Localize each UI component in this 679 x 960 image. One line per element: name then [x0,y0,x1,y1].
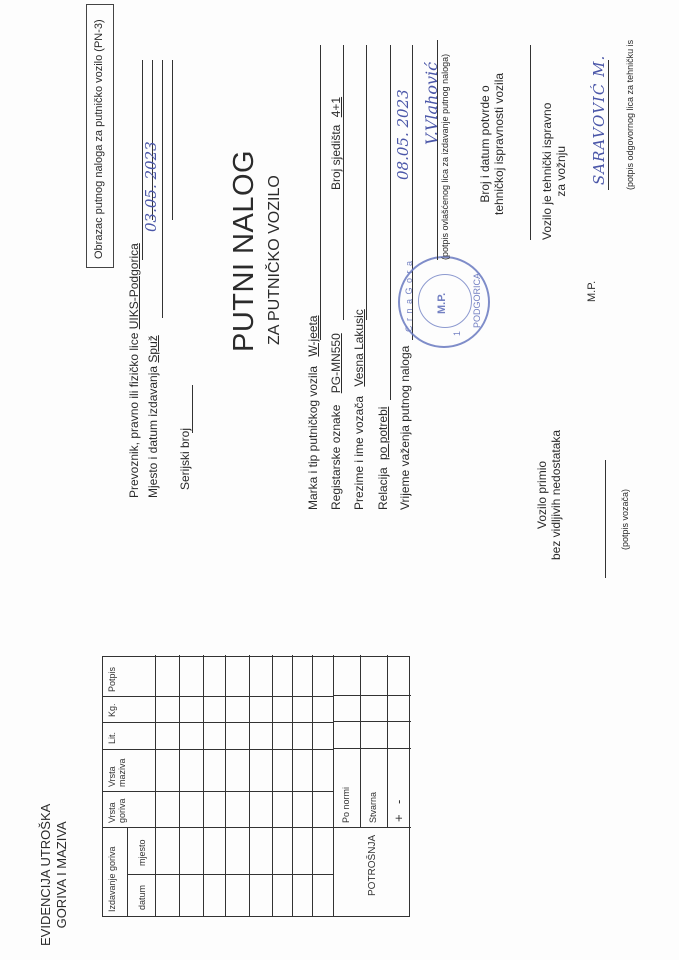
consumption-col-potpis [334,695,411,696]
fuel-log-cell[interactable] [226,655,250,696]
fuel-log-cell[interactable] [226,874,250,916]
fuel-log-cell[interactable] [204,722,226,749]
mp-label: M.P. [586,280,598,302]
tech-confirm-label: Broj i datum potvrde o tehničkoj ispravnosti vozila [478,72,506,215]
place-date-label: Mjesto i datum izdavanja [146,365,160,498]
route-field [376,407,390,510]
fuel-log-cell[interactable] [313,749,334,791]
header-kg-label: Kg. [107,703,117,717]
consumption-col-kg [334,721,411,722]
driver-field [352,309,366,510]
fuel-log-cell[interactable] [313,827,334,874]
header-vrsta-goriva-label: Vrsta goriva [107,798,127,823]
route-line [390,45,391,400]
fuel-log-title: EVIDENCIJA UTROŠKA GORIVA I MAZIVA [38,803,69,946]
route-value[interactable]: po potrebi [376,406,390,460]
fuel-log-cell[interactable] [180,749,204,791]
vehicle-make-label: Marka i tip putničkog vozila [306,365,320,510]
minus-label: - [391,799,406,804]
authorized-caption: (potpis ovlašćenog lica za izdavanje putnog naloga) [440,53,450,260]
registration-label: Registarske oznake [329,404,343,510]
stamp-number: 1 [452,330,462,336]
fuel-log-cell[interactable] [293,874,313,916]
fuel-log-cell[interactable] [204,696,226,722]
fuel-log-cell[interactable] [250,791,273,827]
tech-signature[interactable]: SARAVOVIĆ M. [590,54,608,185]
fuel-log-cell[interactable] [293,791,313,827]
fuel-log-cell[interactable] [156,749,180,791]
header-izdavanje-label: Izdavanje goriva [107,846,117,912]
fuel-log-cell[interactable] [250,696,273,722]
page-subtitle: ZA PUTNIČKO VOZILO [266,175,283,345]
fuel-log-table [102,656,410,917]
fuel-log-cell[interactable] [250,874,273,916]
issue-date-value[interactable]: 03.05. 2023 [142,141,160,232]
seats-field [329,97,343,190]
serial-line[interactable] [192,385,193,433]
fuel-log-cell[interactable] [273,827,293,874]
driver-value[interactable]: Vesna Lakusic [352,309,366,387]
fuel-log-cell[interactable] [204,749,226,791]
fuel-log-cell[interactable] [250,722,273,749]
registration-field [329,333,343,510]
fuel-log-cell[interactable] [180,722,204,749]
page-title: PUTNI NALOG [228,149,260,352]
validity-label: Vrijeme važenja putnog naloga [398,345,412,510]
fuel-log-cell[interactable] [180,696,204,722]
driver-line [366,45,367,320]
place-date-line [162,60,163,318]
route-label: Relacija [376,467,390,510]
fuel-log-cell[interactable] [156,655,180,696]
place-value[interactable]: Spuž [146,335,160,363]
fuel-log-cell[interactable] [293,655,313,696]
fuel-log-cell[interactable] [204,874,226,916]
fuel-log-cell[interactable] [226,827,250,874]
place-date-underline-ext [172,60,173,220]
fuel-log-cell[interactable] [226,722,250,749]
fuel-log-cell[interactable] [250,827,273,874]
authorized-signature[interactable]: V.Vlahović [422,61,441,145]
fuel-log-cell[interactable] [226,749,250,791]
official-stamp [398,256,490,348]
fuel-log-cell[interactable] [313,791,334,827]
vehicle-make-value[interactable]: W-jeeta [306,315,320,357]
vehicle-make-field [306,315,320,510]
fuel-log-cell[interactable] [156,722,180,749]
driver-caption: (potpis vozača) [620,488,630,550]
fuel-log-cell[interactable] [313,696,334,722]
tech-signature-line [608,60,609,190]
fuel-log-cell[interactable] [273,874,293,916]
fuel-log-cell[interactable] [180,791,204,827]
fuel-log-cell[interactable] [226,791,250,827]
header-lit-label: Lit. [107,731,117,744]
carrier-value[interactable]: UIKS-Podgorica [127,243,141,330]
consumption-label: POTROŠNJA [367,834,378,896]
serial-label: Serijski broj [178,427,192,490]
fuel-log-cell[interactable] [273,696,293,722]
tech-confirm-line [530,45,531,240]
fuel-log-cell[interactable] [313,722,334,749]
seats-label: Broj sjedišta [329,124,343,190]
tech-ok-label: Vozilo je tehnički ispravno za vožnju [540,102,568,240]
fuel-log-cell[interactable] [273,722,293,749]
registration-value[interactable]: PG-MN550 [329,333,343,394]
fuel-log-cell[interactable] [273,749,293,791]
driver-label: Prezime i ime vozača [352,395,366,510]
authorized-signature-line [437,40,438,260]
plus-label: + [391,814,406,822]
po-normi-label: Po normi [341,786,351,823]
fuel-log-cell[interactable] [293,749,313,791]
place-date-field [146,335,160,498]
form-label-box [86,4,114,268]
seats-value[interactable]: 4+1 [329,96,343,118]
carrier-field [127,243,141,498]
header-datum-label: datum [137,884,147,910]
fuel-log-cell[interactable] [313,874,334,916]
fuel-log-cell[interactable] [226,696,250,722]
fuel-log-cell[interactable] [204,791,226,827]
fuel-log-cell[interactable] [273,655,293,696]
fuel-log-cell[interactable] [156,827,180,874]
driver-signature-line [605,460,606,578]
fuel-log-cell[interactable] [293,827,313,874]
fuel-log-cell[interactable] [250,749,273,791]
fuel-log-cell[interactable] [293,696,313,722]
fuel-log-cell[interactable] [313,655,334,696]
fuel-log-cell[interactable] [156,696,180,722]
stamp-top-text: C r n a G o r a [404,259,414,332]
fuel-log-cell[interactable] [204,827,226,874]
header-mjesto-label: mjesto [137,839,147,866]
fuel-log-cell[interactable] [156,791,180,827]
form-label: Obrazac putnog naloga za putničko vozilo (PN-3) [93,19,105,259]
fuel-log-cell[interactable] [180,827,204,874]
stamp-center-text: M.P. [436,292,448,314]
carrier-label: Prevoznik, pravno ili fizičko lice [127,332,141,498]
vehicle-make-line [320,45,321,340]
header-vrsta-maziva-label: Vrsta maziva [107,758,127,787]
fuel-log-cell[interactable] [156,874,180,916]
stamp-bottom-text: PODGORICA [472,272,482,328]
received-label: Vozilo primio bez vidljivih nedostataka [535,429,563,560]
validity-value[interactable]: 08.05. 2023 [394,89,412,180]
serial-field [178,428,192,490]
fuel-log-cell[interactable] [204,655,226,696]
stvarna-label: Stvarna [368,791,378,823]
validity-field [398,346,412,510]
consumption-col-lit [334,748,411,749]
tech-caption: (potpis odgovornog lica za tehničku is [625,39,635,190]
fuel-log-cell[interactable] [180,655,204,696]
fuel-log-cell[interactable] [273,791,293,827]
fuel-log-cell[interactable] [250,655,273,696]
fuel-log-cell[interactable] [180,874,204,916]
fuel-log-cell[interactable] [293,722,313,749]
registration-line [343,45,344,320]
header-potpis-label: Potpis [107,666,117,692]
